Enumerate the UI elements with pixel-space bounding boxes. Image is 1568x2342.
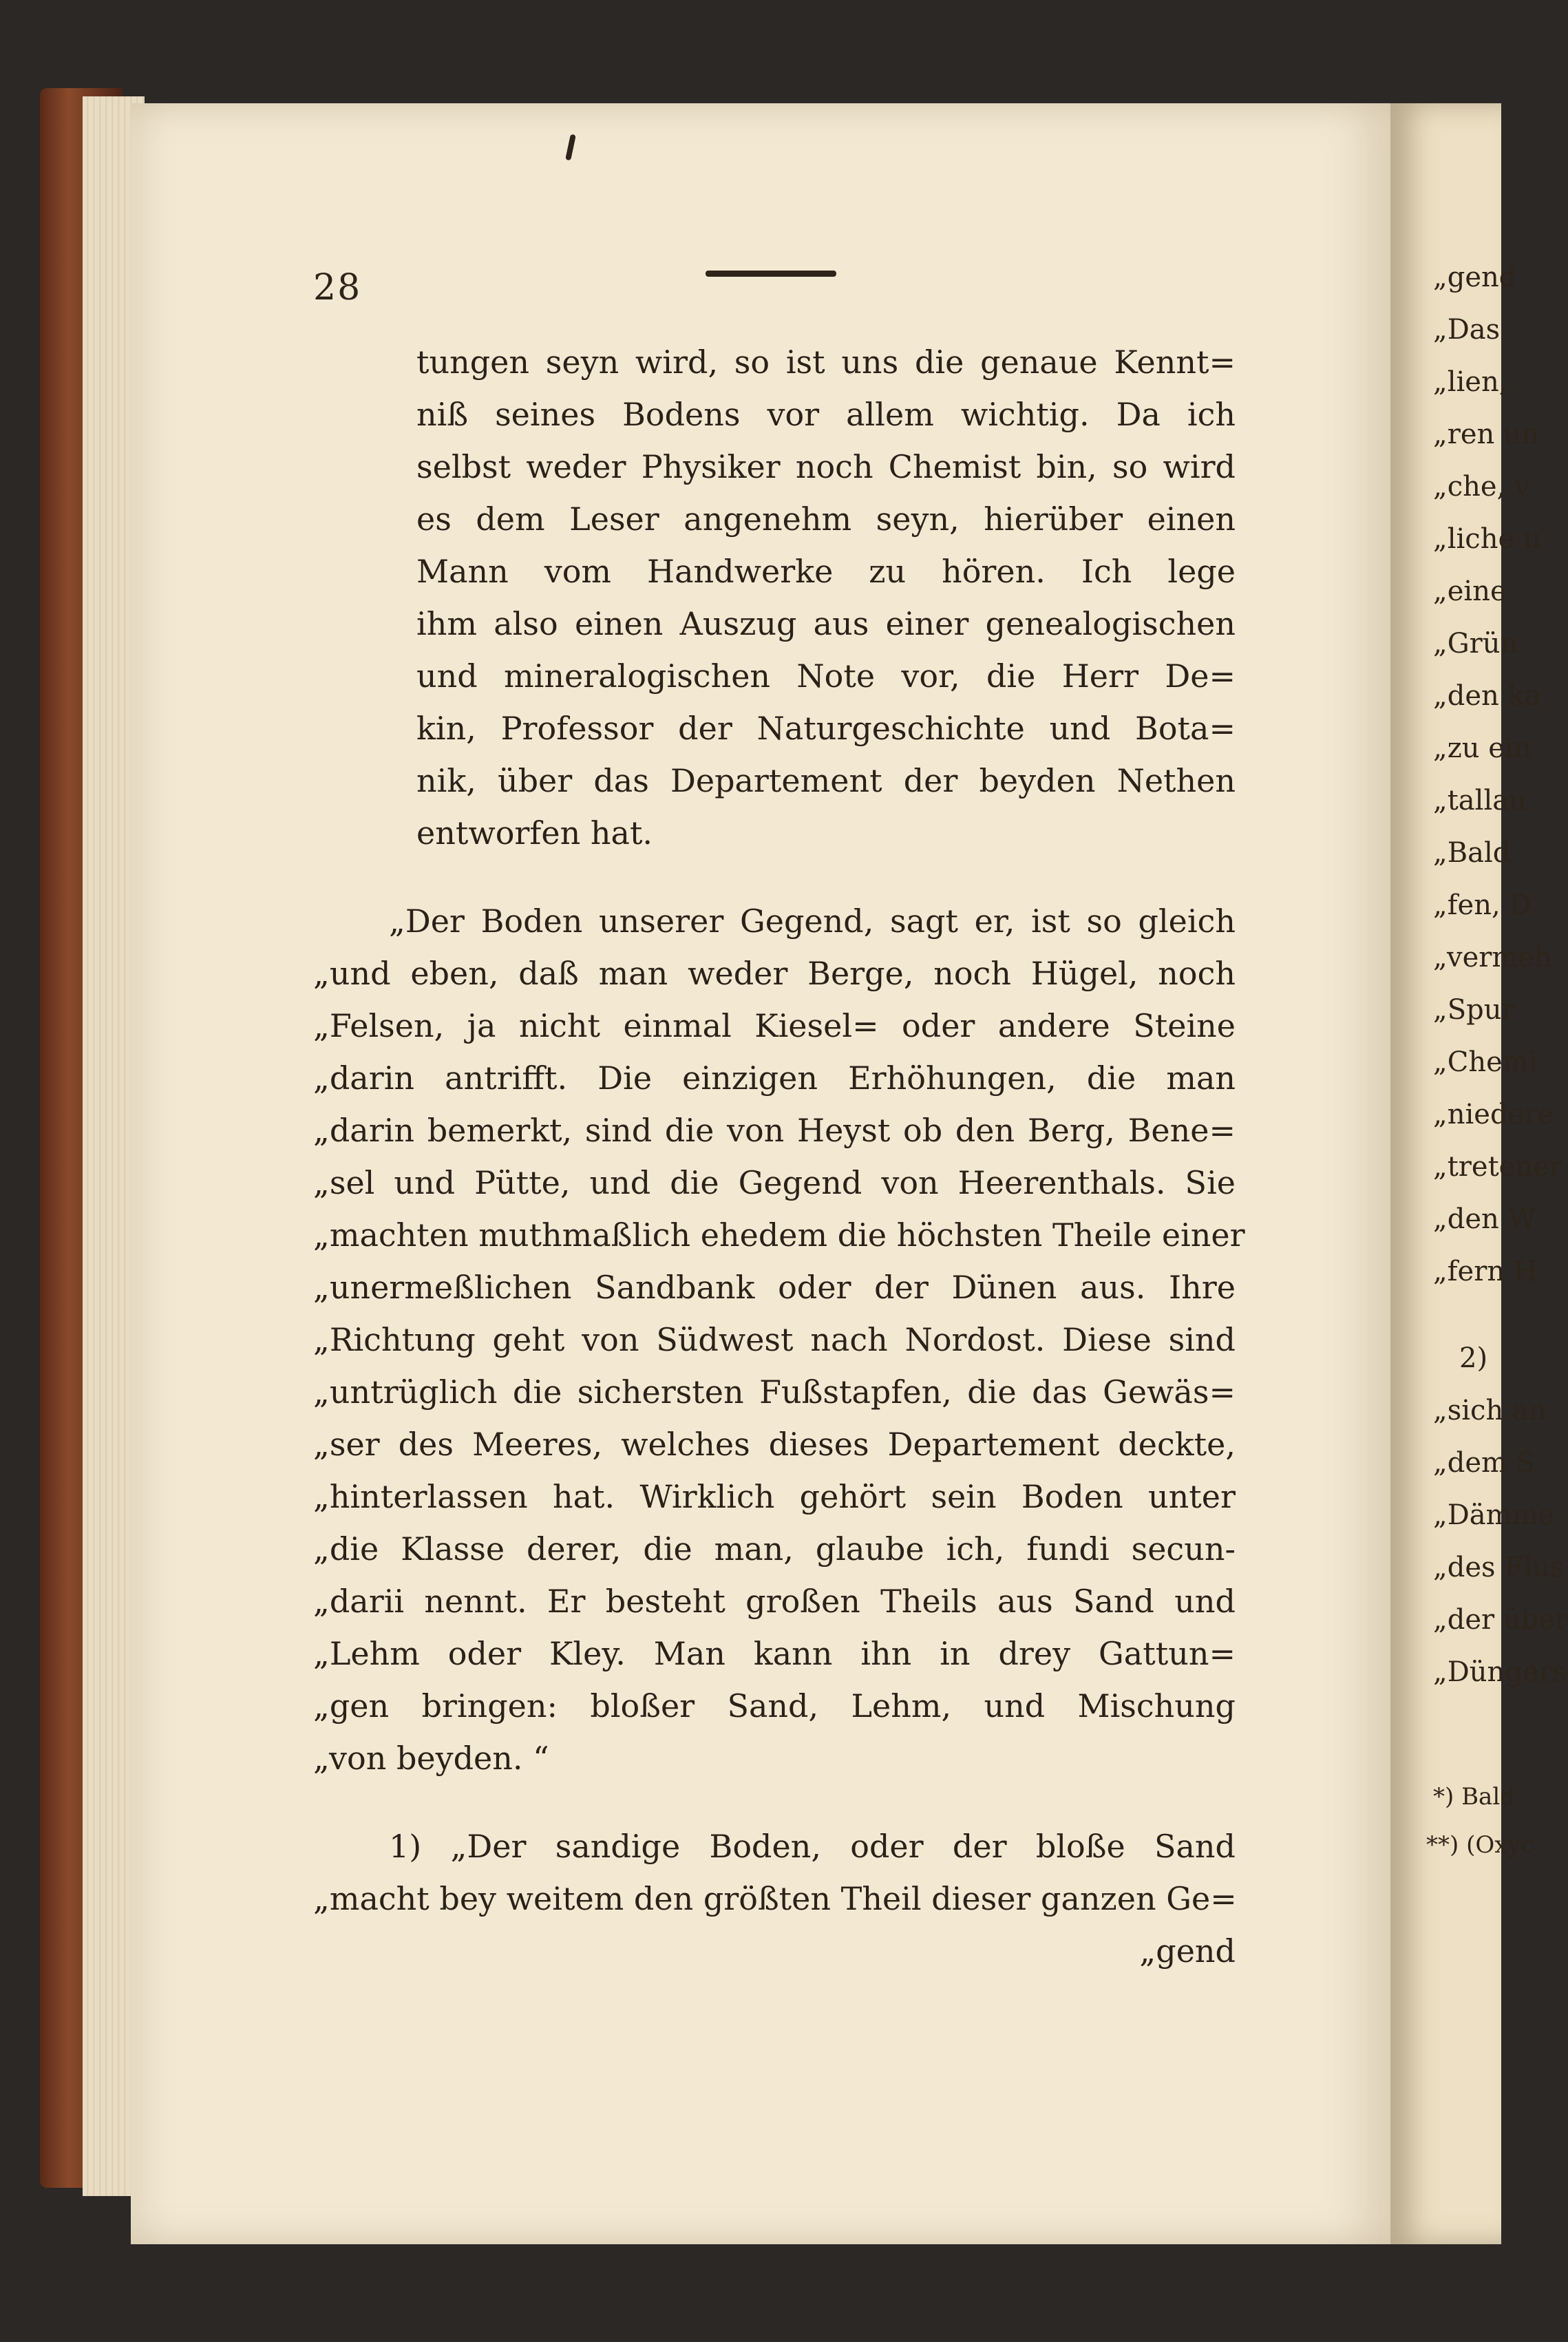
text-line: es dem Leser angenehm seyn, hierüber einen xyxy=(416,500,1236,538)
next-page-line: „fern H xyxy=(1433,1256,1538,1287)
next-page-line: „tallau xyxy=(1433,785,1527,816)
catchword: „gend xyxy=(1139,1932,1236,1970)
text-line: 1) „Der sandige Boden, oder der bloße Sand xyxy=(389,1828,1236,1865)
text-line: „ser des Meeres, welches dieses Departement deckte, xyxy=(313,1426,1236,1463)
next-page-line: „niedere xyxy=(1433,1099,1554,1130)
text-line: entworfen hat. xyxy=(416,814,653,852)
next-page-line: „Grün xyxy=(1433,628,1518,660)
next-page-line: „ren un xyxy=(1433,419,1539,450)
text-line: „Lehm oder Kley. Man kann ihn in drey Gattun= xyxy=(313,1635,1236,1672)
next-page-line: „Dämme xyxy=(1433,1499,1555,1531)
footnote-fragment: **) (Oxyc xyxy=(1426,1831,1534,1859)
text-line: nik, über das Departement der beyden Nethen xyxy=(416,762,1236,799)
text-line: Mann vom Handwerke zu hören. Ich lege xyxy=(416,553,1236,590)
text-line: tungen seyn wird, so ist uns die genaue Kennt= xyxy=(416,344,1236,381)
text-line: „gen bringen: bloßer Sand, Lehm, und Mischung xyxy=(313,1687,1236,1724)
page-number: 28 xyxy=(313,267,362,308)
text-line: „sel und Pütte, und die Gegend von Heerenthals. Sie xyxy=(313,1164,1236,1201)
text-line: „und eben, daß man weder Berge, noch Hügel, noch xyxy=(313,955,1236,992)
text-line: „von beyden. “ xyxy=(313,1740,549,1777)
text-line: „untrüglich die sichersten Fußstapfen, die das Gewäs= xyxy=(313,1373,1236,1411)
text-line: „machten muthmaßlich ehedem die höchsten Theile einer xyxy=(313,1216,1245,1254)
text-line: „darii nennt. Er besteht großen Theils aus Sand und xyxy=(313,1583,1236,1620)
text-line: „darin antrifft. Die einzigen Erhöhungen, die man xyxy=(313,1059,1236,1097)
text-line: „die Klasse derer, die man, glaube ich, fundi secun- xyxy=(313,1530,1236,1568)
next-page-line: „den ka xyxy=(1433,680,1541,712)
next-page-line: „eine xyxy=(1433,576,1507,607)
text-line: „macht bey weitem den größten Theil dieser ganzen Ge= xyxy=(313,1880,1237,1917)
next-page-line: „Düngers xyxy=(1433,1656,1567,1688)
body-text xyxy=(313,336,1245,1977)
text-line: niß seines Bodens vor allem wichtig. Da ich xyxy=(416,396,1236,433)
text-line: selbst weder Physiker noch Chemist bin, so wird xyxy=(416,448,1236,485)
next-page-line: „dem S xyxy=(1433,1447,1536,1479)
text-line: „Felsen, ja nicht einmal Kiesel= oder andere Steine xyxy=(313,1007,1236,1044)
footnote-fragment: *) Bald xyxy=(1433,1783,1515,1811)
text-line: „unermeßlichen Sandbank oder der Dünen aus. Ihre xyxy=(313,1269,1236,1306)
next-page-line: „den W xyxy=(1433,1203,1536,1235)
next-page-fragment xyxy=(1390,103,1568,2244)
next-page-line: „Chemi xyxy=(1433,1046,1538,1078)
text-line: „Richtung geht von Südwest nach Nordost. Diese sind xyxy=(313,1321,1236,1358)
next-page-line: „tretener xyxy=(1433,1151,1562,1183)
next-page-line: „che, v xyxy=(1433,471,1530,503)
text-line: „Der Boden unserer Gegend, sagt er, ist so gleich xyxy=(389,903,1236,940)
text-line: „darin bemerkt, sind die von Heyst ob den Berg, Bene= xyxy=(313,1112,1236,1149)
next-page-line: „der über xyxy=(1433,1604,1568,1636)
text-line: kin, Professor der Naturgeschichte und Bota= xyxy=(416,710,1236,747)
next-page-line: „lien, xyxy=(1433,366,1508,398)
text-line: und mineralogischen Note vor, die Herr De= xyxy=(416,657,1236,695)
next-page-line: „vermeh xyxy=(1433,942,1552,973)
next-page-line: „Bald xyxy=(1433,837,1511,869)
next-page-line: „Spur xyxy=(1433,994,1515,1026)
next-page-line: „zu ein xyxy=(1433,732,1532,764)
next-page-line: „liche u xyxy=(1433,523,1541,555)
next-page-line: „des Flus xyxy=(1433,1552,1565,1583)
next-page-line: 2) xyxy=(1459,1342,1488,1374)
text-line: ihm also einen Auszug aus einer genealogischen xyxy=(416,605,1236,642)
next-page-line: „fen, D xyxy=(1433,889,1532,921)
next-page-line: „gend xyxy=(1433,262,1517,293)
header-rule xyxy=(706,271,836,277)
next-page-line: „sich an xyxy=(1433,1395,1547,1426)
text-line: „hinterlassen hat. Wirklich gehört sein Boden unter xyxy=(313,1478,1236,1515)
next-page-line: „Das xyxy=(1433,314,1501,346)
